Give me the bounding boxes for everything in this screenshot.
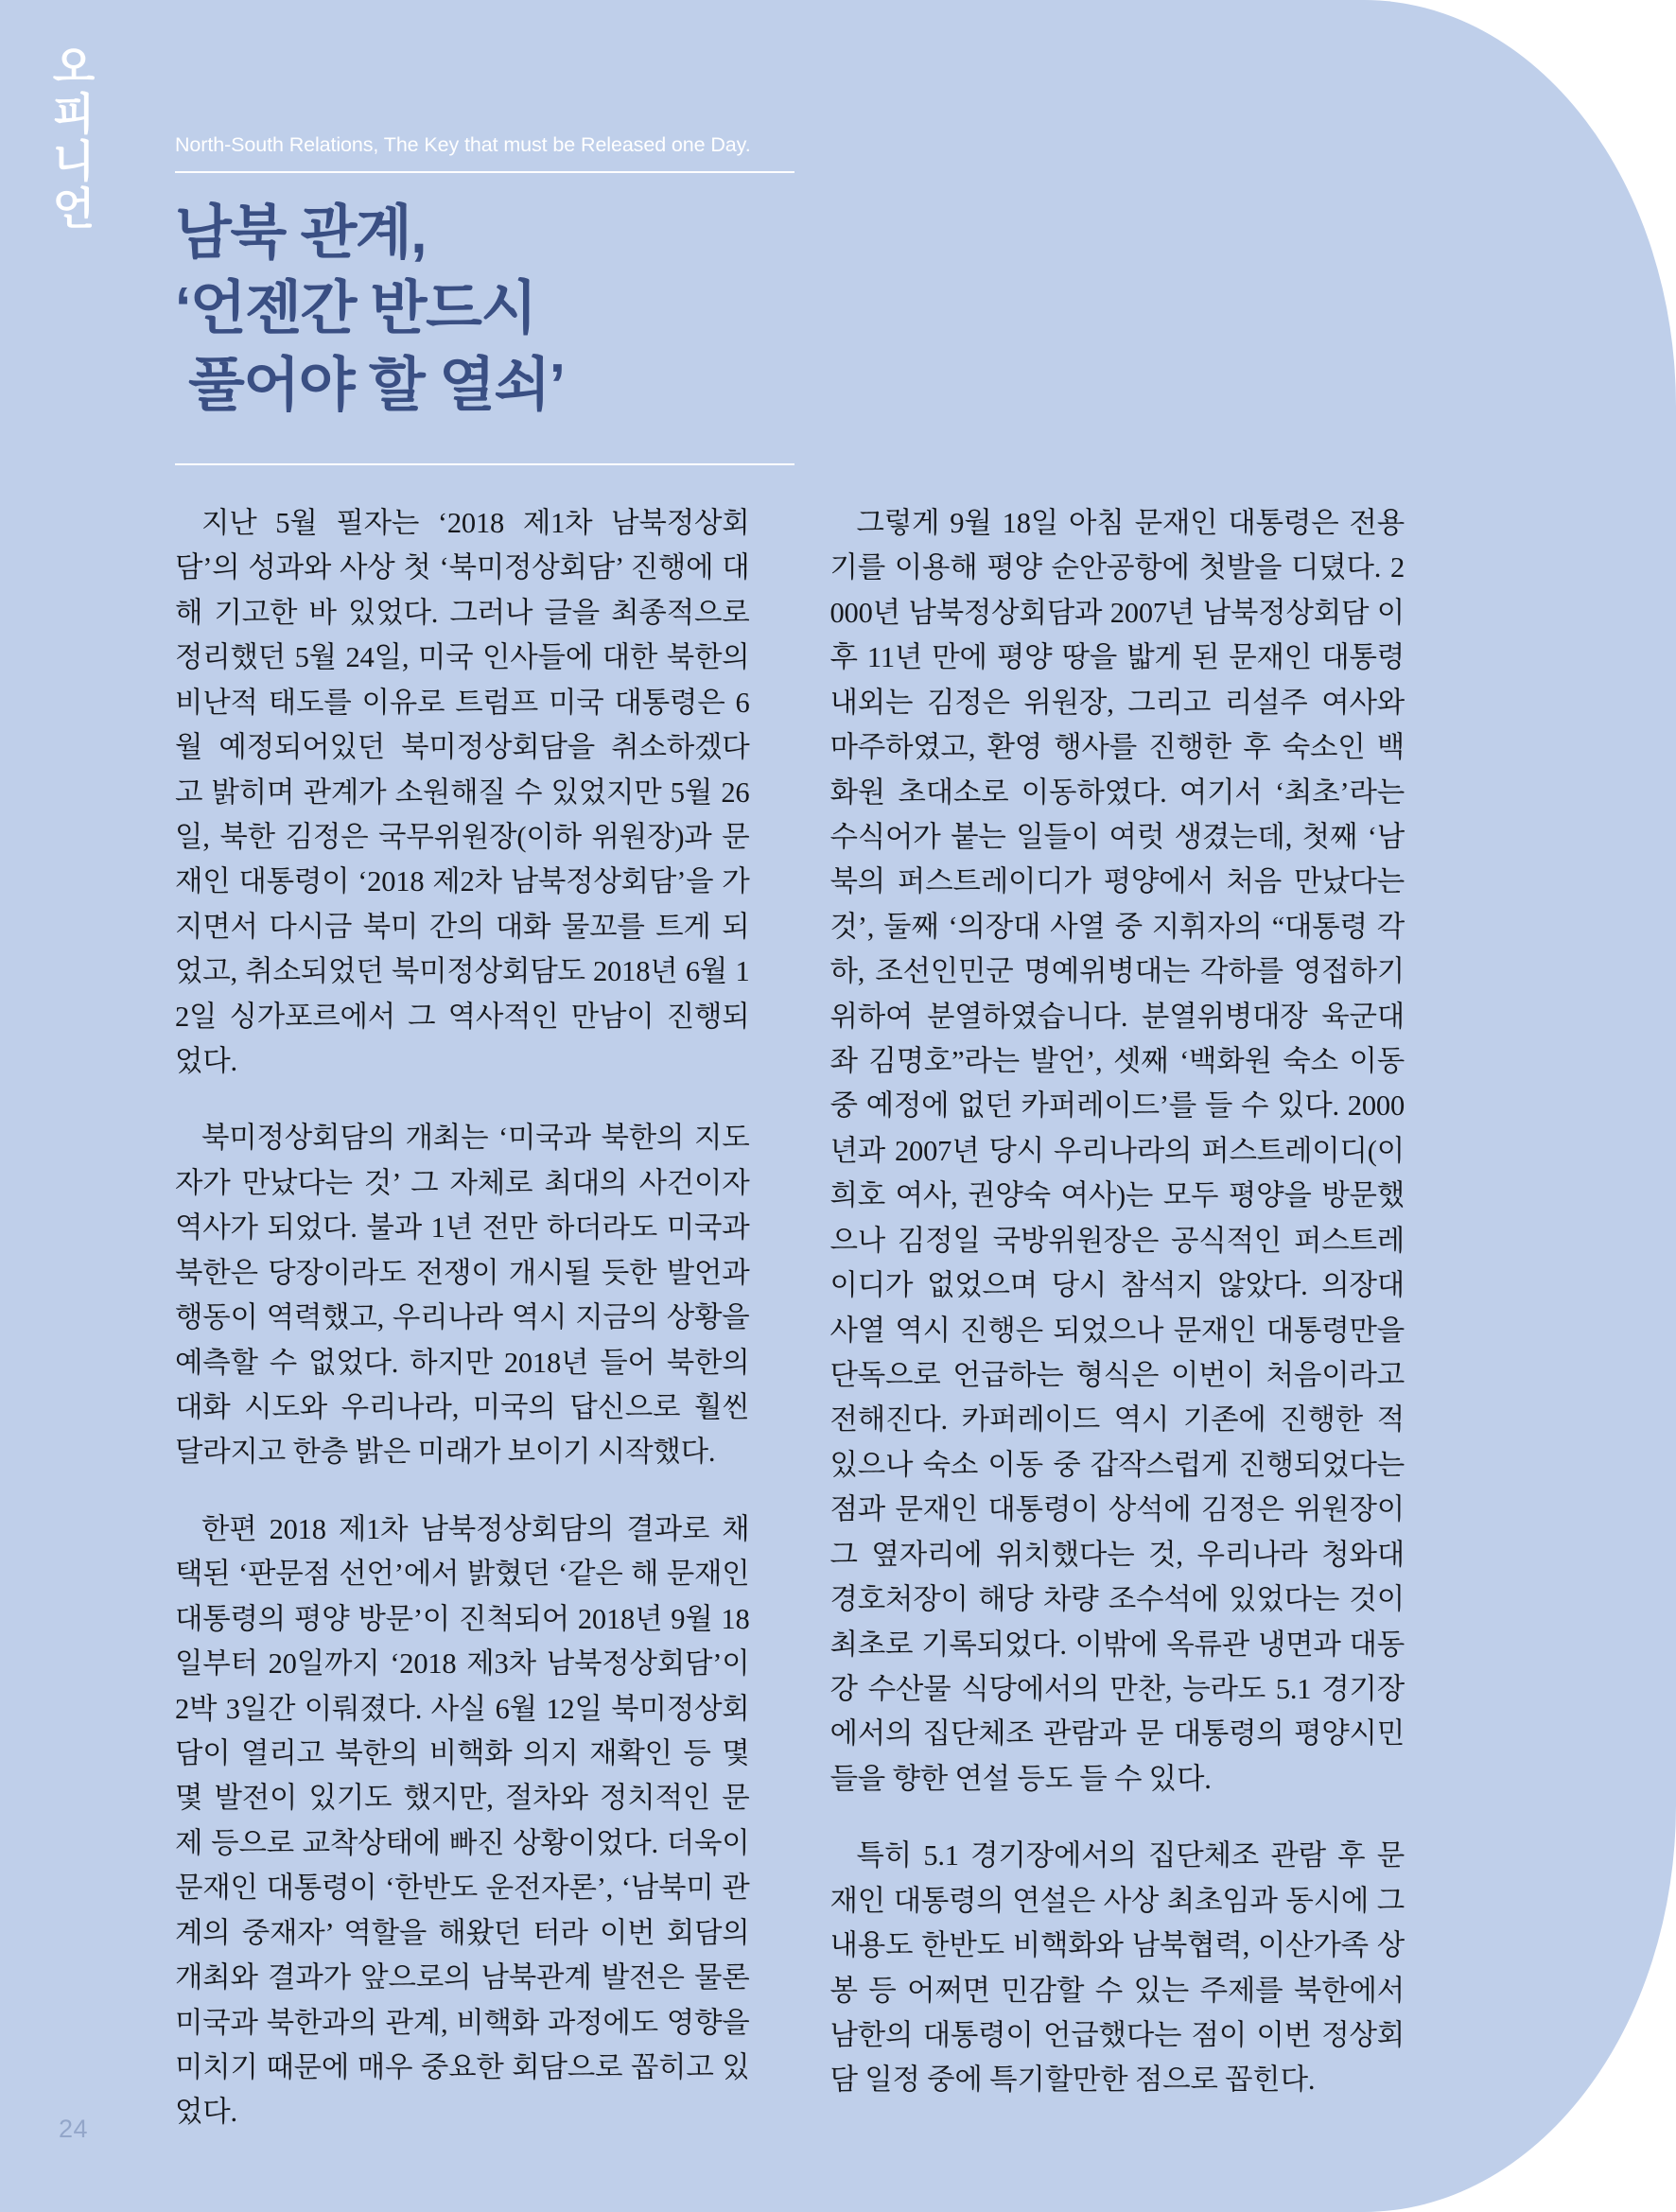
headline-line-2: ‘언젠간 반드시 <box>175 276 536 342</box>
body-column-left <box>175 501 750 2135</box>
paragraph: 북미정상회담의 개최는 ‘미국과 북한의 지도자가 만났다는 것’ 그 자체로 최대의 사건이자 역사가 되었다. 불과 1년 전만 하더라도 미국과 북한은 당장이라도 전쟁이 개시될 듯한 발언과 행동이 역력했고, 우리나라 역시 지금의 상황을 예측할 수 없었다. 하지만 2018년 들어 북한의 대화 시도와 우리나라, 미국의 답신으로 훨씬 달라지고 한층 밝은 미래가 보이기 시작했다. <box>175 1122 750 1469</box>
paragraph: 지난 5월 필자는 ‘2018 제1차 남북정상회담’의 성과와 사상 첫 ‘북미정상회담’ 진행에 대해 기고한 바 있었다. 그러나 글을 최종적으로 정리했던 5월 24일, 미국 인사들에 대한 북한의 비난적 태도를 이유로 트럼프 미국 대통령은 6월 예정되어있던 북미정상회담을 취소하겠다고 밝히며 관계가 소원해질 수 있었지만 5월 26일, 북한 김정은 국무위원장(이하 위원장)과 문재인 대통령이 ‘2018 제2차 남북정상회담’을 가지면서 다시금 북미 간의 대화 물꼬를 트게 되었고, 취소되었던 북미정상회담도 2018년 6월 12일 싱가포르에서 그 역사적인 만남이 진행되었다. <box>175 507 750 1078</box>
paragraph: 특히 5.1 경기장에서의 집단체조 관람 후 문재인 대통령의 연설은 사상 최초임과 동시에 그 내용도 한반도 비핵화와 남북협력, 이산가족 상봉 등 어쩌면 민감할 수 있는 주제를 북한에서 남한의 대통령이 언급했다는 점이 이번 정상회담 일정 중에 특기할만한 점으로 꼽힌다. <box>829 1839 1405 2097</box>
page-title <box>175 196 809 425</box>
article-eyebrow-english-subtitle: North-South Relations, The Key that must be Released one Day. <box>175 133 751 156</box>
headline-line-3: 풀어야 할 열쇠’ <box>188 353 565 419</box>
header-rule-bottom <box>175 463 794 465</box>
page-number: 24 <box>59 2115 89 2143</box>
paragraph: 그렇게 9월 18일 아침 문재인 대통령은 전용기를 이용해 평양 순안공항에 첫발을 디뎠다. 2000년 남북정상회담과 2007년 남북정상회담 이후 11년 만에 평양 땅을 밟게 된 문재인 대통령 내외는 김정은 위원장, 그리고 리설주 여사와 마주하였고, 환영 행사를 진행한 후 숙소인 백화원 초대소로 이동하였다. 여기서 ‘최초’라는 수식어가 붙는 일들이 여럿 생겼는데, 첫째 ‘남북의 퍼스트레이디가 평양에서 처음 만났다는 것’, 둘째 ‘의장대 사열 중 지휘자의 “대통령 각하, 조선인민군 명예위병대는 각하를 영접하기 위하여 분열하였습니다. 분열위병대장 육군대좌 김명호”라는 발언’, 셋째 ‘백화원 숙소 이동 중 예정에 없던 카퍼레이드’를 들 수 있다. 2000년과 2007년 당시 우리나라의 퍼스트레이디(이희호 여사, 권양숙 여사)는 모두 평양을 방문했으나 김정일 국방위원장은 공식적인 퍼스트레이디가 없었으며 당시 참석지 않았다. 의장대 사열 역시 진행은 되었으나 문재인 대통령만을 단독으로 언급하는 형식은 이번이 처음이라고 전해진다. 카퍼레이드 역시 기존에 진행한 적 있으나 숙소 이동 중 갑작스럽게 진행되었다는 점과 문재인 대통령이 상석에 김정은 위원장이 그 옆자리에 위치했다는 것, 우리나라 청와대 경호처장이 해당 차량 조수석에 있었다는 것이 최초로 기록되었다. 이밖에 옥류관 냉면과 대동강 수산물 식당에서의 만찬, 능라도 5.1 경기장에서의 집단체조 관람과 문 대통령의 평양시민들을 향한 연설 등도 들 수 있다. <box>829 507 1405 1795</box>
paragraph: 한편 2018 제1차 남북정상회담의 결과로 채택된 ‘판문점 선언’에서 밝혔던 ‘같은 해 문재인 대통령의 평양 방문’이 진척되어 2018년 9월 18일부터 20일까지 ‘2018 제3차 남북정상회담’이 2박 3일간 이뤄졌다. 사실 6월 12일 북미정상회담이 열리고 북한의 비핵화 의지 재확인 등 몇몇 발전이 있기도 했지만, 절차와 정치적인 문제 등으로 교착상태에 빠진 상황이었다. 더욱이 문재인 대통령이 ‘한반도 운전자론’, ‘남북미 관계의 중재자’ 역할을 해왔던 터라 이번 회담의 개최와 결과가 앞으로의 남북관계 발전은 물론 미국과 북한과의 관계, 비핵화 과정에도 영향을 미치기 때문에 매우 중요한 회담으로 꼽히고 있었다. <box>175 1512 750 2129</box>
body-column-right <box>830 501 1405 2135</box>
headline-line-1: 남북 관계, <box>175 200 427 266</box>
article-body <box>175 501 1405 2135</box>
article-header <box>175 132 809 465</box>
category-tab <box>36 44 106 270</box>
header-rule-top <box>175 171 794 173</box>
category-tab-label: 오피니언 <box>46 44 96 233</box>
